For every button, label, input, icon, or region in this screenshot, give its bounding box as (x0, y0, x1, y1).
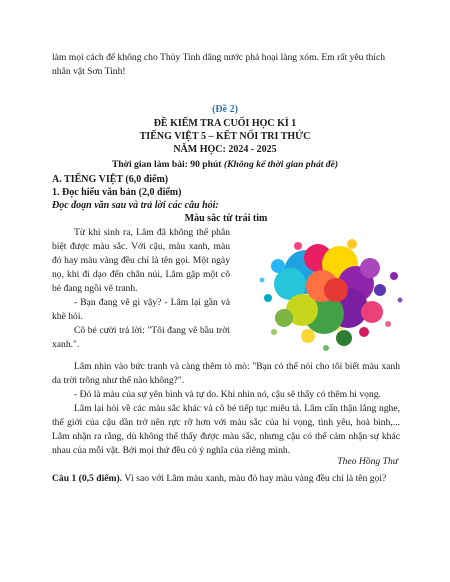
exam-title: ĐỀ KIỂM TRA CUỐI HỌC KÌ 1 (153, 118, 297, 129)
section-1-heading: 1. Đọc hiểu văn bản (2,0 điểm) (52, 187, 182, 198)
exam-number-label: (Đề 2) (212, 104, 238, 115)
story-paragraph: Lâm nhìn vào bức tranh và càng thêm tò mò: "Bạn có thể nói cho tôi biết màu xanh da trời trông như thế nào không?". (52, 361, 400, 386)
story-paragraph: Lâm lại hỏi về các màu sắc khác và cô bé tiếp tục miêu tả. Lâm cẩn thận lắng nghe, thế giới của cậu dần trở nên rực rỡ hơn với màu sắc của hi vọng, tình yêu, hoà bình,... Lâm nhận ra rằng, dù không thể thấy được màu sắc, nhưng cậu có thể cảm nhận sự khác nhau của mỗi vật. Bởi mọi thứ đều có ý nghĩa của riêng mình. (52, 403, 400, 456)
story-paragraph: Cô bé cười trả lời: "Tôi đang vẽ bầu trời xanh.". (52, 325, 230, 350)
story-full-width (52, 360, 400, 458)
exam-time-note: (Không kể thời gian phát đề) (223, 159, 339, 170)
story-paragraph: - Đó là màu của sự yên bình và tự do. Khi nhìn nó, cậu sẽ thấy có thêm hi vọng. (74, 389, 381, 400)
intro-paragraph: làm mọi cách để không cho Thủy Tinh dâng nước phá hoại làng xóm. Em rất yêu thích nhân vật Sơn Tinh! (52, 52, 386, 77)
reading-instruction: Đọc đoạn văn sau và trả lời các câu hỏi: (52, 200, 219, 211)
story-author: Theo Hồng Thư (337, 456, 398, 467)
story-paragraph: - Bạn đang vẽ gì vậy? - Lâm lại gần và khẽ hỏi. (52, 297, 230, 322)
question-1-label: Câu 1 (0,5 điểm). (52, 473, 123, 484)
paint-splash-image (248, 228, 408, 356)
exam-subject: TIẾNG VIỆT 5 – KẾT NỐI TRI THỨC (139, 131, 311, 142)
story-paragraph: Từ khi sinh ra, Lâm đã không thể phân biệt được màu sắc. Với cậu, màu xanh, màu đỏ hay màu vàng đều chỉ là tên gọi. Một ngày nọ, khi đi dạo đến chân núi, Lâm gặp một cô bé đang ngồi vẽ tranh. (52, 227, 230, 294)
exam-time-label: Thời gian làm bài: 90 phút (111, 159, 222, 170)
section-a-heading: A. TIẾNG VIỆT (6,0 điểm) (52, 174, 169, 185)
exam-school-year: NĂM HỌC: 2024 - 2025 (173, 144, 277, 155)
question-1 (52, 472, 400, 486)
story-title: Màu sắc từ trái tim (184, 213, 268, 224)
story-left-column (52, 226, 230, 352)
question-1-text: Vì sao với Lâm màu xanh, màu đỏ hay màu vàng đều chỉ là tên gọi? (122, 473, 387, 484)
exam-time (0, 159, 450, 170)
